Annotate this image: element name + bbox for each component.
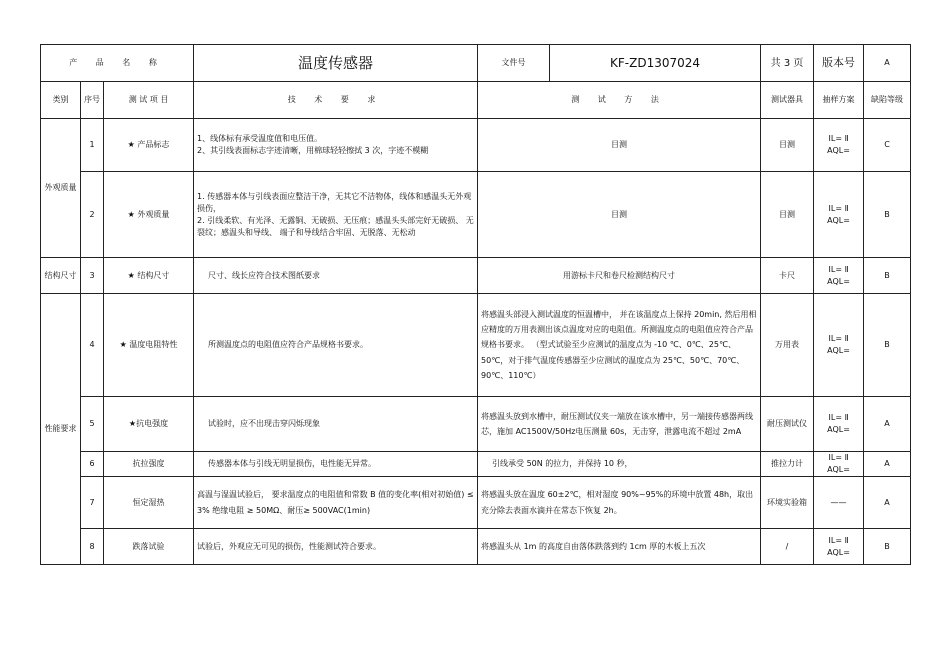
tool-cell: 卡尺 xyxy=(761,258,814,294)
table-row xyxy=(41,172,911,258)
table-row xyxy=(41,477,911,529)
category-cell: 性能要求 xyxy=(41,294,81,565)
seq-cell: 6 xyxy=(81,452,104,477)
req-cell: 尺寸、线长应符合技术图纸要求 xyxy=(194,258,478,294)
col-test-method: 测 试 方 法 xyxy=(478,82,761,119)
item-cell: 抗拉强度 xyxy=(104,452,194,477)
table-row xyxy=(41,258,911,294)
column-header-row xyxy=(41,82,911,119)
grade-cell: A xyxy=(864,477,911,529)
table-row xyxy=(41,119,911,172)
table-row xyxy=(41,294,911,397)
sampling-aql: AQL= xyxy=(827,465,850,474)
method-cell: 将感温头从 1m 的高度自由落体跌落到约 1cm 厚的木板上五次 xyxy=(478,529,761,565)
grade-cell: B xyxy=(864,258,911,294)
category-cell: 结构尺寸 xyxy=(41,258,81,294)
sampling-il: IL= Ⅱ xyxy=(828,453,849,462)
inspection-sheet xyxy=(40,44,911,565)
method-cell: 引线承受 50N 的拉力，并保持 10 秒， xyxy=(478,452,761,477)
item-cell: 跌落试验 xyxy=(104,529,194,565)
col-test-item: 测 试 项 目 xyxy=(104,82,194,119)
grade-cell: A xyxy=(864,397,911,452)
table-row xyxy=(41,452,911,477)
sampling-il: IL= Ⅱ xyxy=(828,264,849,274)
page-count: 共 3 页 xyxy=(761,45,814,82)
seq-cell: 5 xyxy=(81,397,104,452)
product-name-label: 产 品 名 称 xyxy=(41,45,194,82)
req-line: 1、线体标有承受温度值和电压值。 xyxy=(197,134,323,143)
sampling-cell xyxy=(814,452,864,477)
seq-cell: 2 xyxy=(81,172,104,258)
tool-cell: 万用表 xyxy=(761,294,814,397)
req-cell xyxy=(194,119,478,172)
sampling-il: IL= Ⅱ xyxy=(828,203,849,213)
req-cell: 所测温度点的电阻值应符合产品规格书要求。 xyxy=(194,294,478,397)
col-seq: 序号 xyxy=(81,82,104,119)
sampling-aql: AQL= xyxy=(827,425,850,434)
sampling-il: IL= Ⅱ xyxy=(828,535,849,545)
method-cell: 将感温头放在温度 60±2℃，相对湿度 90%~95%的环境中放置 48h，取出充分除去表面水滴并在常态下恢复 2h。 xyxy=(478,477,761,529)
item-cell: ★ 温度电阻特性 xyxy=(104,294,194,397)
item-cell: ★抗电强度 xyxy=(104,397,194,452)
sampling-aql: AQL= xyxy=(827,215,850,225)
sampling-cell xyxy=(814,397,864,452)
req-line: 2. 引线柔软、有光泽、无露铜、无破损、无压痕；感温头头部完好无破损、 无裂纹；感温头和导线、 端子和导线结合牢固、无脱落、无松动 xyxy=(197,215,474,237)
req-cell: 试验后，外观应无可见的损伤，性能测试符合要求。 xyxy=(194,529,478,565)
req-cell: 试验时，应不出现击穿闪烁现象 xyxy=(194,397,478,452)
sampling-aql: AQL= xyxy=(827,146,850,155)
sampling-aql: AQL= xyxy=(827,276,850,286)
tool-cell: 目测 xyxy=(761,119,814,172)
grade-cell: C xyxy=(864,119,911,172)
seq-cell: 1 xyxy=(81,119,104,172)
sampling-il: IL= Ⅱ xyxy=(828,334,849,343)
sampling-cell xyxy=(814,172,864,258)
seq-cell: 3 xyxy=(81,258,104,294)
grade-cell: B xyxy=(864,294,911,397)
req-cell: 高温与湿温试验后， 要求温度点的电阻值和常数 B 值的变化率(相对初始值) ≤ 3% 绝缘电阻 ≥ 50MΩ、耐压≥ 500VAC(1min) xyxy=(194,477,478,529)
method-cell: 目测 xyxy=(478,119,761,172)
sampling-cell xyxy=(814,529,864,565)
tool-cell: 耐压测试仪 xyxy=(761,397,814,452)
category-cell: 外观质量 xyxy=(41,119,81,258)
method-cell: 将感温头部浸入测试温度的恒温槽中， 并在该温度点上保持 20min, 然后用相应精度的万用表测出该点温度对应的电阻值。所测温度点的电阻值应符合产品规格书要求。 （型式试验至少应测试的温度点为 -10 ℃、0℃、25℃、50℃，对于排气温度传感器至少应测试的温度点为 25℃、50℃、70℃、90℃、110℃） xyxy=(478,294,761,397)
tool-cell: 目测 xyxy=(761,172,814,258)
sampling-cell xyxy=(814,119,864,172)
item-cell: ★ 外观质量 xyxy=(104,172,194,258)
version-value: A xyxy=(864,45,911,82)
method-cell: 用游标卡尺和卷尺检测结构尺寸 xyxy=(478,258,761,294)
col-category: 类别 xyxy=(41,82,81,119)
sampling-cell xyxy=(814,258,864,294)
tool-cell: / xyxy=(761,529,814,565)
col-sampling: 抽样方案 xyxy=(814,82,864,119)
grade-cell: B xyxy=(864,529,911,565)
seq-cell: 8 xyxy=(81,529,104,565)
doc-no-label: 文件号 xyxy=(478,45,550,82)
grade-cell: B xyxy=(864,172,911,258)
item-cell: ★ 结构尺寸 xyxy=(104,258,194,294)
product-name: 温度传感器 xyxy=(194,45,478,82)
table-row xyxy=(41,397,911,452)
method-cell: 目测 xyxy=(478,172,761,258)
header-row xyxy=(41,45,911,82)
sampling-cell xyxy=(814,294,864,397)
col-defect-grade: 缺陷等级 xyxy=(864,82,911,119)
method-cell: 将感温头放到水槽中，耐压测试仪夹一端放在该水槽中，另一端接传感器两线芯，施加 AC1500V/50Hz电压测量 60s，无击穿，泄露电流不超过 2mA xyxy=(478,397,761,452)
doc-no: KF-ZD1307024 xyxy=(550,45,761,82)
version-label: 版本号 xyxy=(814,45,864,82)
grade-cell: A xyxy=(864,452,911,477)
req-cell: 传感器本体与引线无明显损伤，电性能无异常。 xyxy=(194,452,478,477)
col-tech-req: 技 术 要 求 xyxy=(194,82,478,119)
sampling-il: —— xyxy=(830,497,847,507)
seq-cell: 7 xyxy=(81,477,104,529)
sampling-aql: AQL= xyxy=(827,547,850,557)
tool-cell: 推拉力计 xyxy=(761,452,814,477)
sampling-il: IL= Ⅱ xyxy=(828,413,849,422)
req-line: 1. 传感器本体与引线表面应整洁干净，无其它不洁物体，线体和感温头无外观损伤， xyxy=(197,191,472,213)
seq-cell: 4 xyxy=(81,294,104,397)
table-row xyxy=(41,529,911,565)
req-cell xyxy=(194,172,478,258)
tool-cell: 环境实验箱 xyxy=(761,477,814,529)
sampling-aql: AQL= xyxy=(827,346,850,355)
item-cell: ★ 产品标志 xyxy=(104,119,194,172)
sampling-il: IL= Ⅱ xyxy=(828,134,849,143)
req-line: 2、其引线表面标志字迹清晰，用棉球轻轻擦拭 3 次，字迹不模糊 xyxy=(197,146,429,155)
item-cell: 恒定湿热 xyxy=(104,477,194,529)
col-test-tool: 测试器具 xyxy=(761,82,814,119)
sampling-cell xyxy=(814,477,864,529)
